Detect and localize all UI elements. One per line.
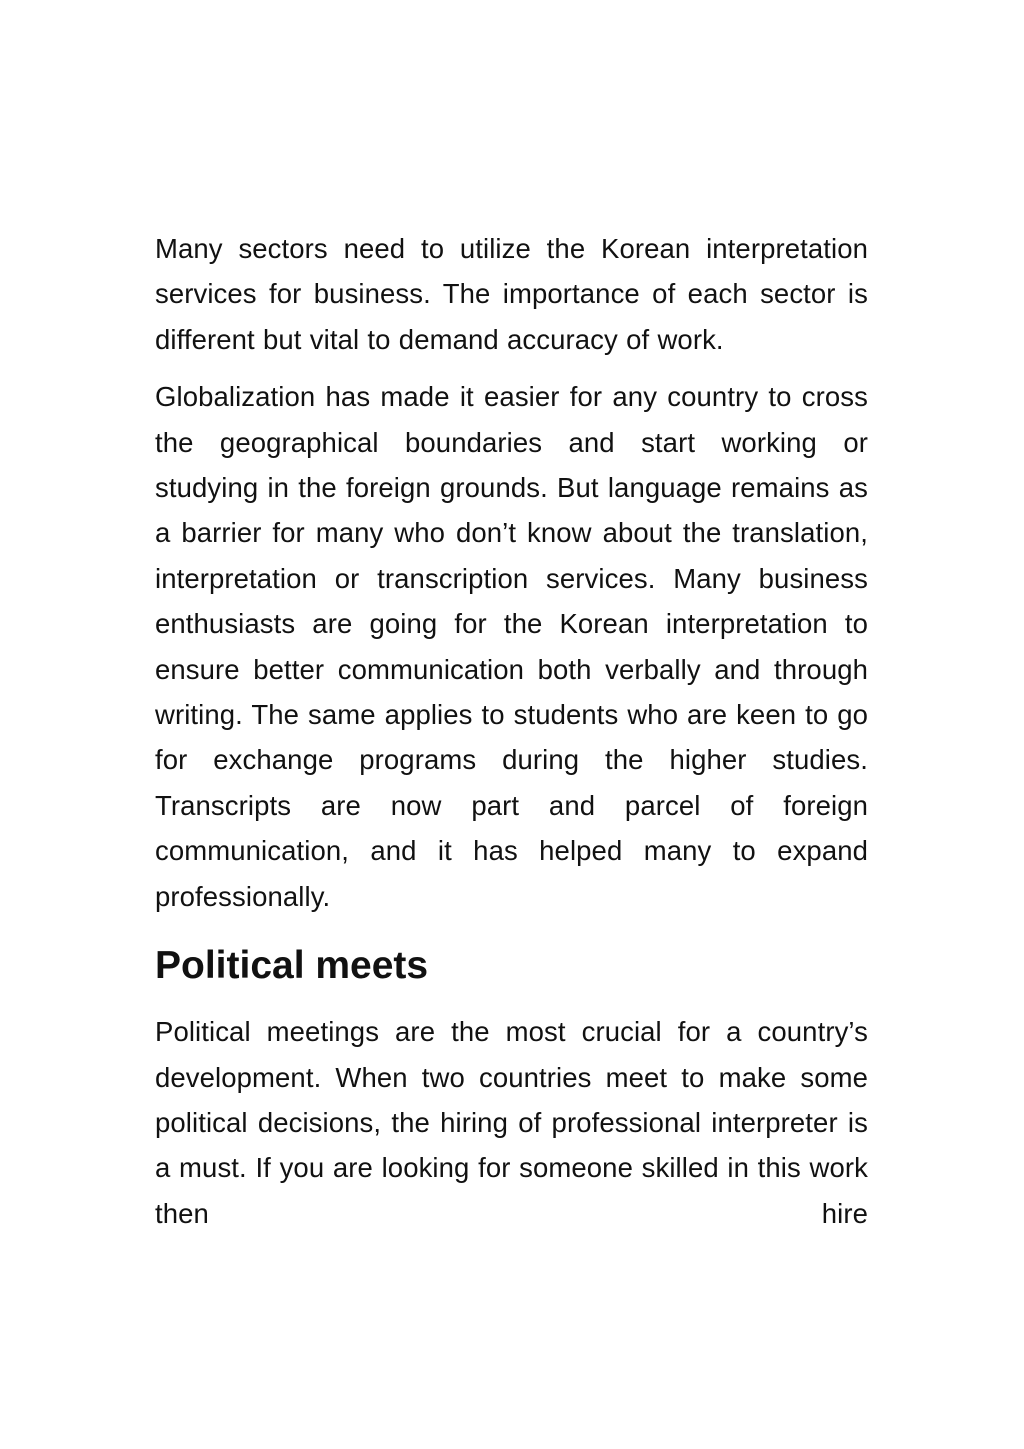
section-heading: Political meets xyxy=(155,944,429,988)
document-page xyxy=(155,226,868,1248)
section-paragraph: Political meetings are the most crucial for a country’s development. When two countries meet to make some political decisions, the hiring of professional interpreter is a must. If you are looking for someone skilled in this work then hire xyxy=(155,1016,868,1229)
intro-paragraph-2: Globalization has made it easier for any country to cross the geographical boundaries and start working or studying in the foreign grounds. But language remains as a barrier for many who don’t know about the translation, interpretation or transcription services. Many business enthusiasts are going for the Korean interpretation to ensure better communication both verbally and through writing. The same applies to students who are keen to go for exchange programs during the higher studies. Transcripts are now part and parcel of foreign communication, and it has helped many to expand professionally. xyxy=(155,381,868,912)
intro-paragraph-1: Many sectors need to utilize the Korean interpretation services for business. The importance of each sector is different but vital to demand accuracy of work. xyxy=(155,233,868,355)
